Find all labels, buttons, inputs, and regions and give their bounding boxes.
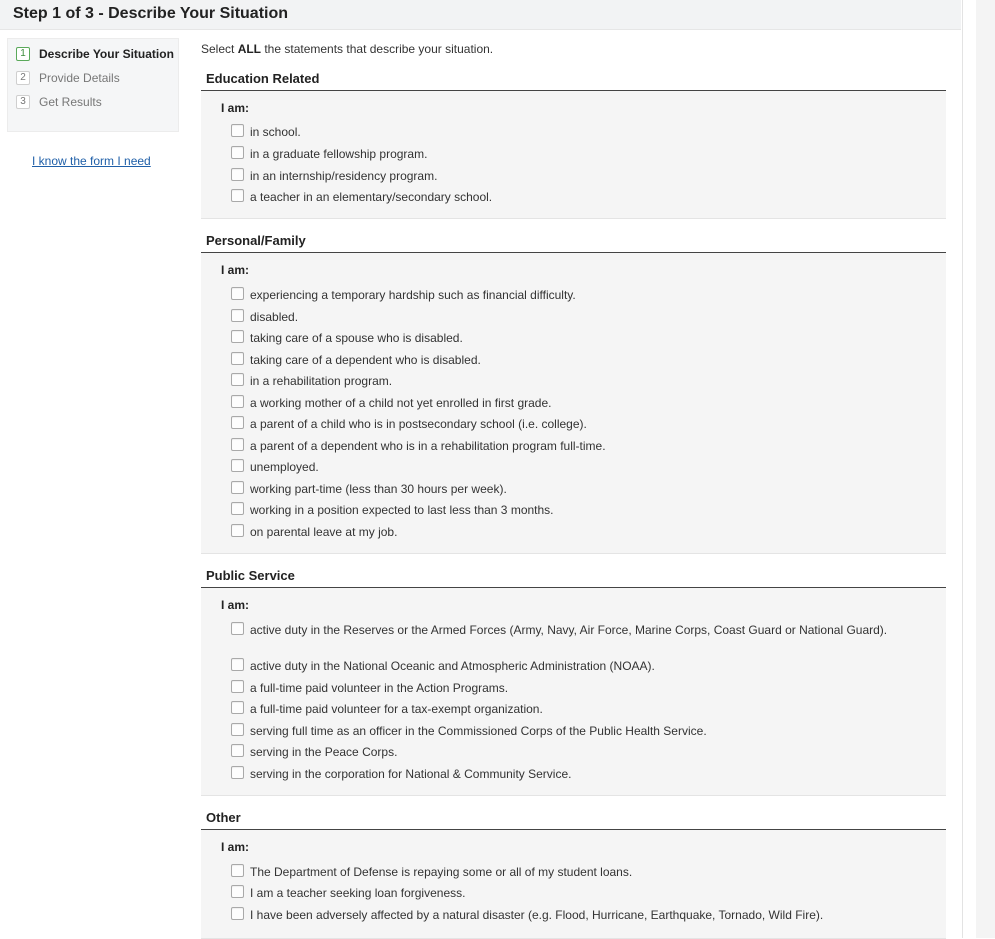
intro-bold: ALL xyxy=(237,42,262,56)
checkbox-label[interactable]: active duty in the National Oceanic and Atmospheric Administration (NOAA). xyxy=(250,659,655,673)
step-label: Describe Your Situation xyxy=(39,47,174,61)
step-number-badge: 2 xyxy=(16,71,30,85)
section-title: Education Related xyxy=(201,70,946,91)
checkbox[interactable] xyxy=(231,723,244,736)
checkbox[interactable] xyxy=(231,168,244,181)
section-title: Public Service xyxy=(201,567,946,588)
know-form-link[interactable]: I know the form I need xyxy=(32,154,151,168)
checkbox-label[interactable]: taking care of a dependent who is disabled. xyxy=(250,353,481,367)
instructions-text xyxy=(201,42,493,56)
section-title: Personal/Family xyxy=(201,232,946,253)
checkbox[interactable] xyxy=(231,146,244,159)
checkbox-label[interactable]: on parental leave at my job. xyxy=(250,525,398,539)
checkbox-label[interactable]: serving full time as an officer in the Commissioned Corps of the Public Health Service. xyxy=(250,724,707,738)
checkbox[interactable] xyxy=(231,287,244,300)
section-public-service xyxy=(201,567,946,796)
checkbox-label[interactable]: in a rehabilitation program. xyxy=(250,374,393,388)
step-sidebar xyxy=(7,38,179,132)
i-am-label: I am: xyxy=(221,598,250,612)
checkbox[interactable] xyxy=(231,373,244,386)
checkbox[interactable] xyxy=(231,622,244,635)
checkbox-label[interactable]: in a graduate fellowship program. xyxy=(250,147,428,161)
step-item-details[interactable] xyxy=(16,69,120,87)
checkbox[interactable] xyxy=(231,309,244,322)
checkbox-label[interactable]: unemployed. xyxy=(250,460,319,474)
checkbox-label[interactable]: serving in the Peace Corps. xyxy=(250,745,398,759)
step-item-results[interactable] xyxy=(16,93,102,111)
checkbox[interactable] xyxy=(231,864,244,877)
section-body xyxy=(201,830,946,939)
page-header xyxy=(0,0,961,30)
checkbox[interactable] xyxy=(231,502,244,515)
checkbox-label[interactable]: a working mother of a child not yet enrolled in first grade. xyxy=(250,396,552,410)
checkbox[interactable] xyxy=(231,701,244,714)
checkbox-label[interactable]: a parent of a child who is in postsecondary school (i.e. college). xyxy=(250,417,587,431)
checkbox[interactable] xyxy=(231,481,244,494)
step-number-badge: 1 xyxy=(16,47,30,61)
scrollbar-track[interactable] xyxy=(976,0,995,938)
section-body xyxy=(201,588,946,796)
checkbox-label[interactable]: The Department of Defense is repaying some or all of my student loans. xyxy=(250,865,633,879)
section-personal-family xyxy=(201,232,946,554)
checkbox[interactable] xyxy=(231,459,244,472)
checkbox[interactable] xyxy=(231,416,244,429)
page-title: Step 1 of 3 - Describe Your Situation xyxy=(13,5,289,22)
checkbox[interactable] xyxy=(231,438,244,451)
checkbox[interactable] xyxy=(231,907,244,920)
i-am-label: I am: xyxy=(221,840,250,854)
checkbox[interactable] xyxy=(231,680,244,693)
step-label: Get Results xyxy=(39,95,102,109)
checkbox-label[interactable]: I have been adversely affected by a natural disaster (e.g. Flood, Hurricane, Earthquake, Tornado, Wild Fire). xyxy=(250,908,824,922)
section-body xyxy=(201,253,946,554)
section-other xyxy=(201,809,946,939)
checkbox-label[interactable]: disabled. xyxy=(250,310,299,324)
checkbox[interactable] xyxy=(231,124,244,137)
checkbox[interactable] xyxy=(231,524,244,537)
checkbox-label[interactable]: a parent of a dependent who is in a rehabilitation program full-time. xyxy=(250,439,606,453)
i-am-label: I am: xyxy=(221,101,250,115)
checkbox-label[interactable]: a full-time paid volunteer in the Action Programs. xyxy=(250,681,509,695)
section-education-related xyxy=(201,70,946,219)
intro-after: the statements that describe your situation. xyxy=(261,42,494,56)
section-body xyxy=(201,91,946,219)
checkbox-label[interactable]: a full-time paid volunteer for a tax-exempt organization. xyxy=(250,702,543,716)
checkbox-label[interactable]: in an internship/residency program. xyxy=(250,169,438,183)
checkbox[interactable] xyxy=(231,189,244,202)
checkbox-label[interactable]: serving in the corporation for National & Community Service. xyxy=(250,767,572,781)
step-label: Provide Details xyxy=(39,71,120,85)
checkbox[interactable] xyxy=(231,766,244,779)
checkbox-label[interactable]: working part-time (less than 30 hours per week). xyxy=(250,482,507,496)
checkbox-label[interactable]: active duty in the Reserves or the Armed Forces (Army, Navy, Air Force, Marine Corps, Coast Guard or National Guard). xyxy=(250,623,888,637)
checkbox-label[interactable]: taking care of a spouse who is disabled. xyxy=(250,331,463,345)
step-item-describe[interactable] xyxy=(16,45,174,63)
section-title: Other xyxy=(201,809,946,830)
checkbox-label[interactable]: experiencing a temporary hardship such as financial difficulty. xyxy=(250,288,576,302)
checkbox[interactable] xyxy=(231,352,244,365)
i-am-label: I am: xyxy=(221,263,250,277)
checkbox-label[interactable]: in school. xyxy=(250,125,301,139)
checkbox[interactable] xyxy=(231,395,244,408)
checkbox-label[interactable]: a teacher in an elementary/secondary school. xyxy=(250,190,493,204)
checkbox[interactable] xyxy=(231,330,244,343)
intro-before: Select xyxy=(201,42,238,56)
step-number-badge: 3 xyxy=(16,95,30,109)
checkbox[interactable] xyxy=(231,885,244,898)
checkbox-label[interactable]: I am a teacher seeking loan forgiveness. xyxy=(250,886,466,900)
checkbox[interactable] xyxy=(231,744,244,757)
checkbox[interactable] xyxy=(231,658,244,671)
checkbox-label[interactable]: working in a position expected to last less than 3 months. xyxy=(250,503,554,517)
